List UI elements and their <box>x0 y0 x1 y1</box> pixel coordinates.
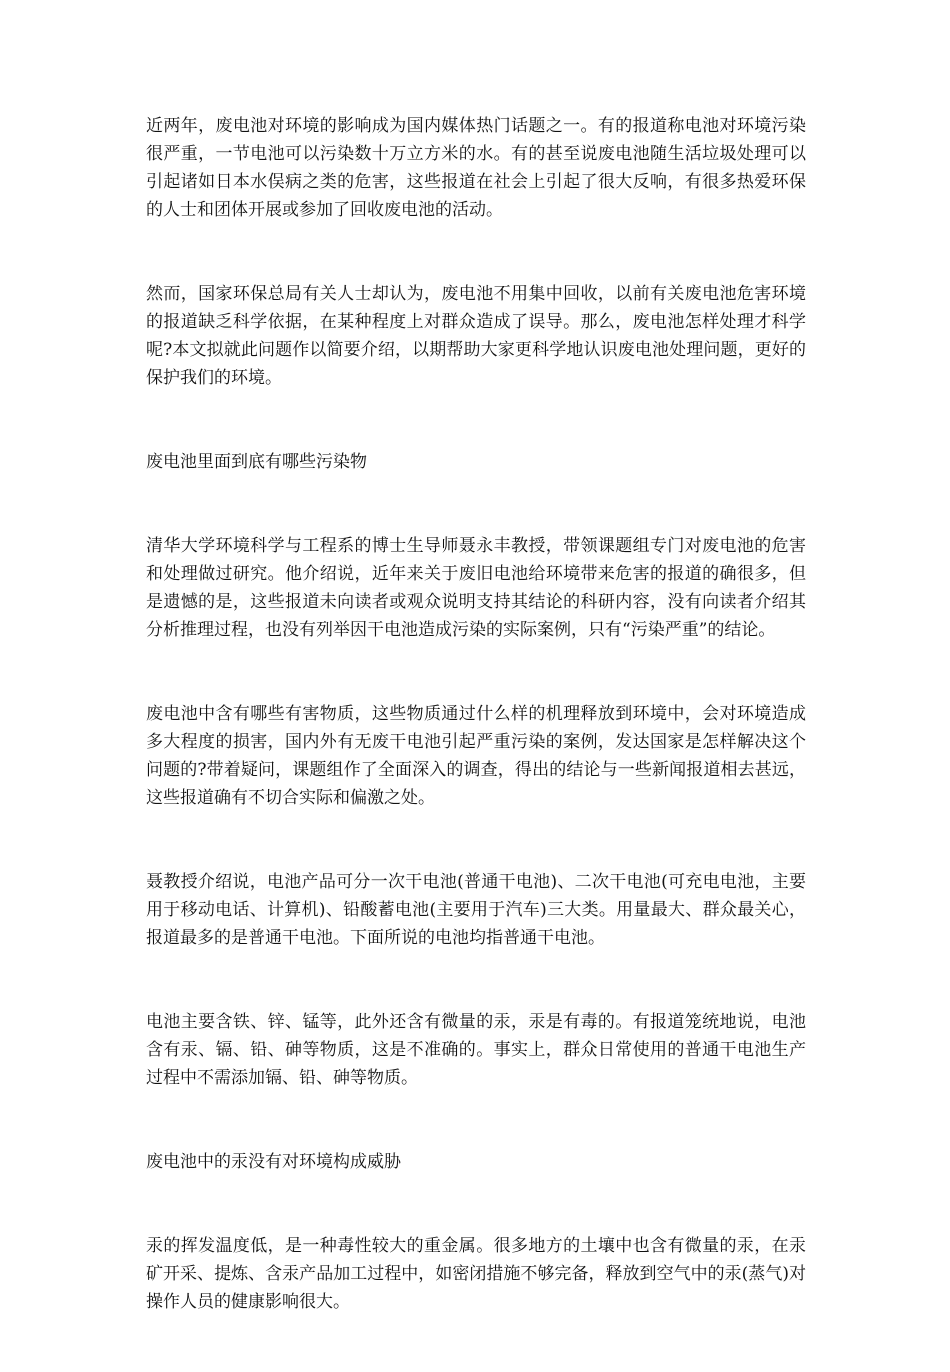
section-heading-mercury: 废电池中的汞没有对环境构成威胁 <box>146 1152 401 1172</box>
paragraph-2: 然而，国家环保总局有关人士却认为，废电池不用集中回收，以前有关废电池危害环境的报道缺乏科学依据，在某种程度上对群众造成了误导。那么，废电池怎样处理才科学呢?本文拟就此问题作以简要介绍，以期帮助大家更科学地认识废电池处理问题，更好的保护我们的环境。 <box>146 284 806 388</box>
paragraph-3: 清华大学环境科学与工程系的博士生导师聂永丰教授，带领课题组专门对废电池的危害和处理做过研究。他介绍说，近年来关于废旧电池给环境带来危害的报道的确很多，但是遗憾的是，这些报道未向读者或观众说明支持其结论的科研内容，没有向读者介绍其分析推理过程，也没有列举因干电池造成污染的实际案例，只有“污染严重”的结论。 <box>146 536 806 640</box>
paragraph-6: 电池主要含铁、锌、锰等，此外还含有微量的汞，汞是有毒的。有报道笼统地说，电池含有汞、镉、铅、砷等物质，这是不准确的。事实上，群众日常使用的普通干电池生产过程中不需添加镉、铅、砷等物质。 <box>146 1012 806 1088</box>
paragraph-5: 聂教授介绍说，电池产品可分一次干电池(普通干电池)、二次干电池(可充电电池，主要用于移动电话、计算机)、铅酸蓄电池(主要用于汽车)三大类。用量最大、群众最关心，报道最多的是普通干电池。下面所说的电池均指普通干电池。 <box>146 872 806 948</box>
paragraph-1: 近两年，废电池对环境的影响成为国内媒体热门话题之一。有的报道称电池对环境污染很严重，一节电池可以污染数十万立方米的水。有的甚至说废电池随生活垃圾处理可以引起诸如日本水俣病之类的危害，这些报道在社会上引起了很大反响，有很多热爱环保的人士和团体开展或参加了回收废电池的活动。 <box>146 116 806 220</box>
paragraph-4: 废电池中含有哪些有害物质，这些物质通过什么样的机理释放到环境中，会对环境造成多大程度的损害，国内外有无废干电池引起严重污染的案例，发达国家是怎样解决这个问题的?带着疑问，课题组作了全面深入的调查，得出的结论与一些新闻报道相去甚远，这些报道确有不切合实际和偏激之处。 <box>146 704 806 808</box>
paragraph-7: 汞的挥发温度低，是一种毒性较大的重金属。很多地方的土壤中也含有微量的汞，在汞矿开采、提炼、含汞产品加工过程中，如密闭措施不够完备，释放到空气中的汞(蒸气)对操作人员的健康影响很大。 <box>146 1236 806 1312</box>
section-heading-pollutants: 废电池里面到底有哪些污染物 <box>146 452 367 472</box>
document-body <box>146 112 806 1372</box>
